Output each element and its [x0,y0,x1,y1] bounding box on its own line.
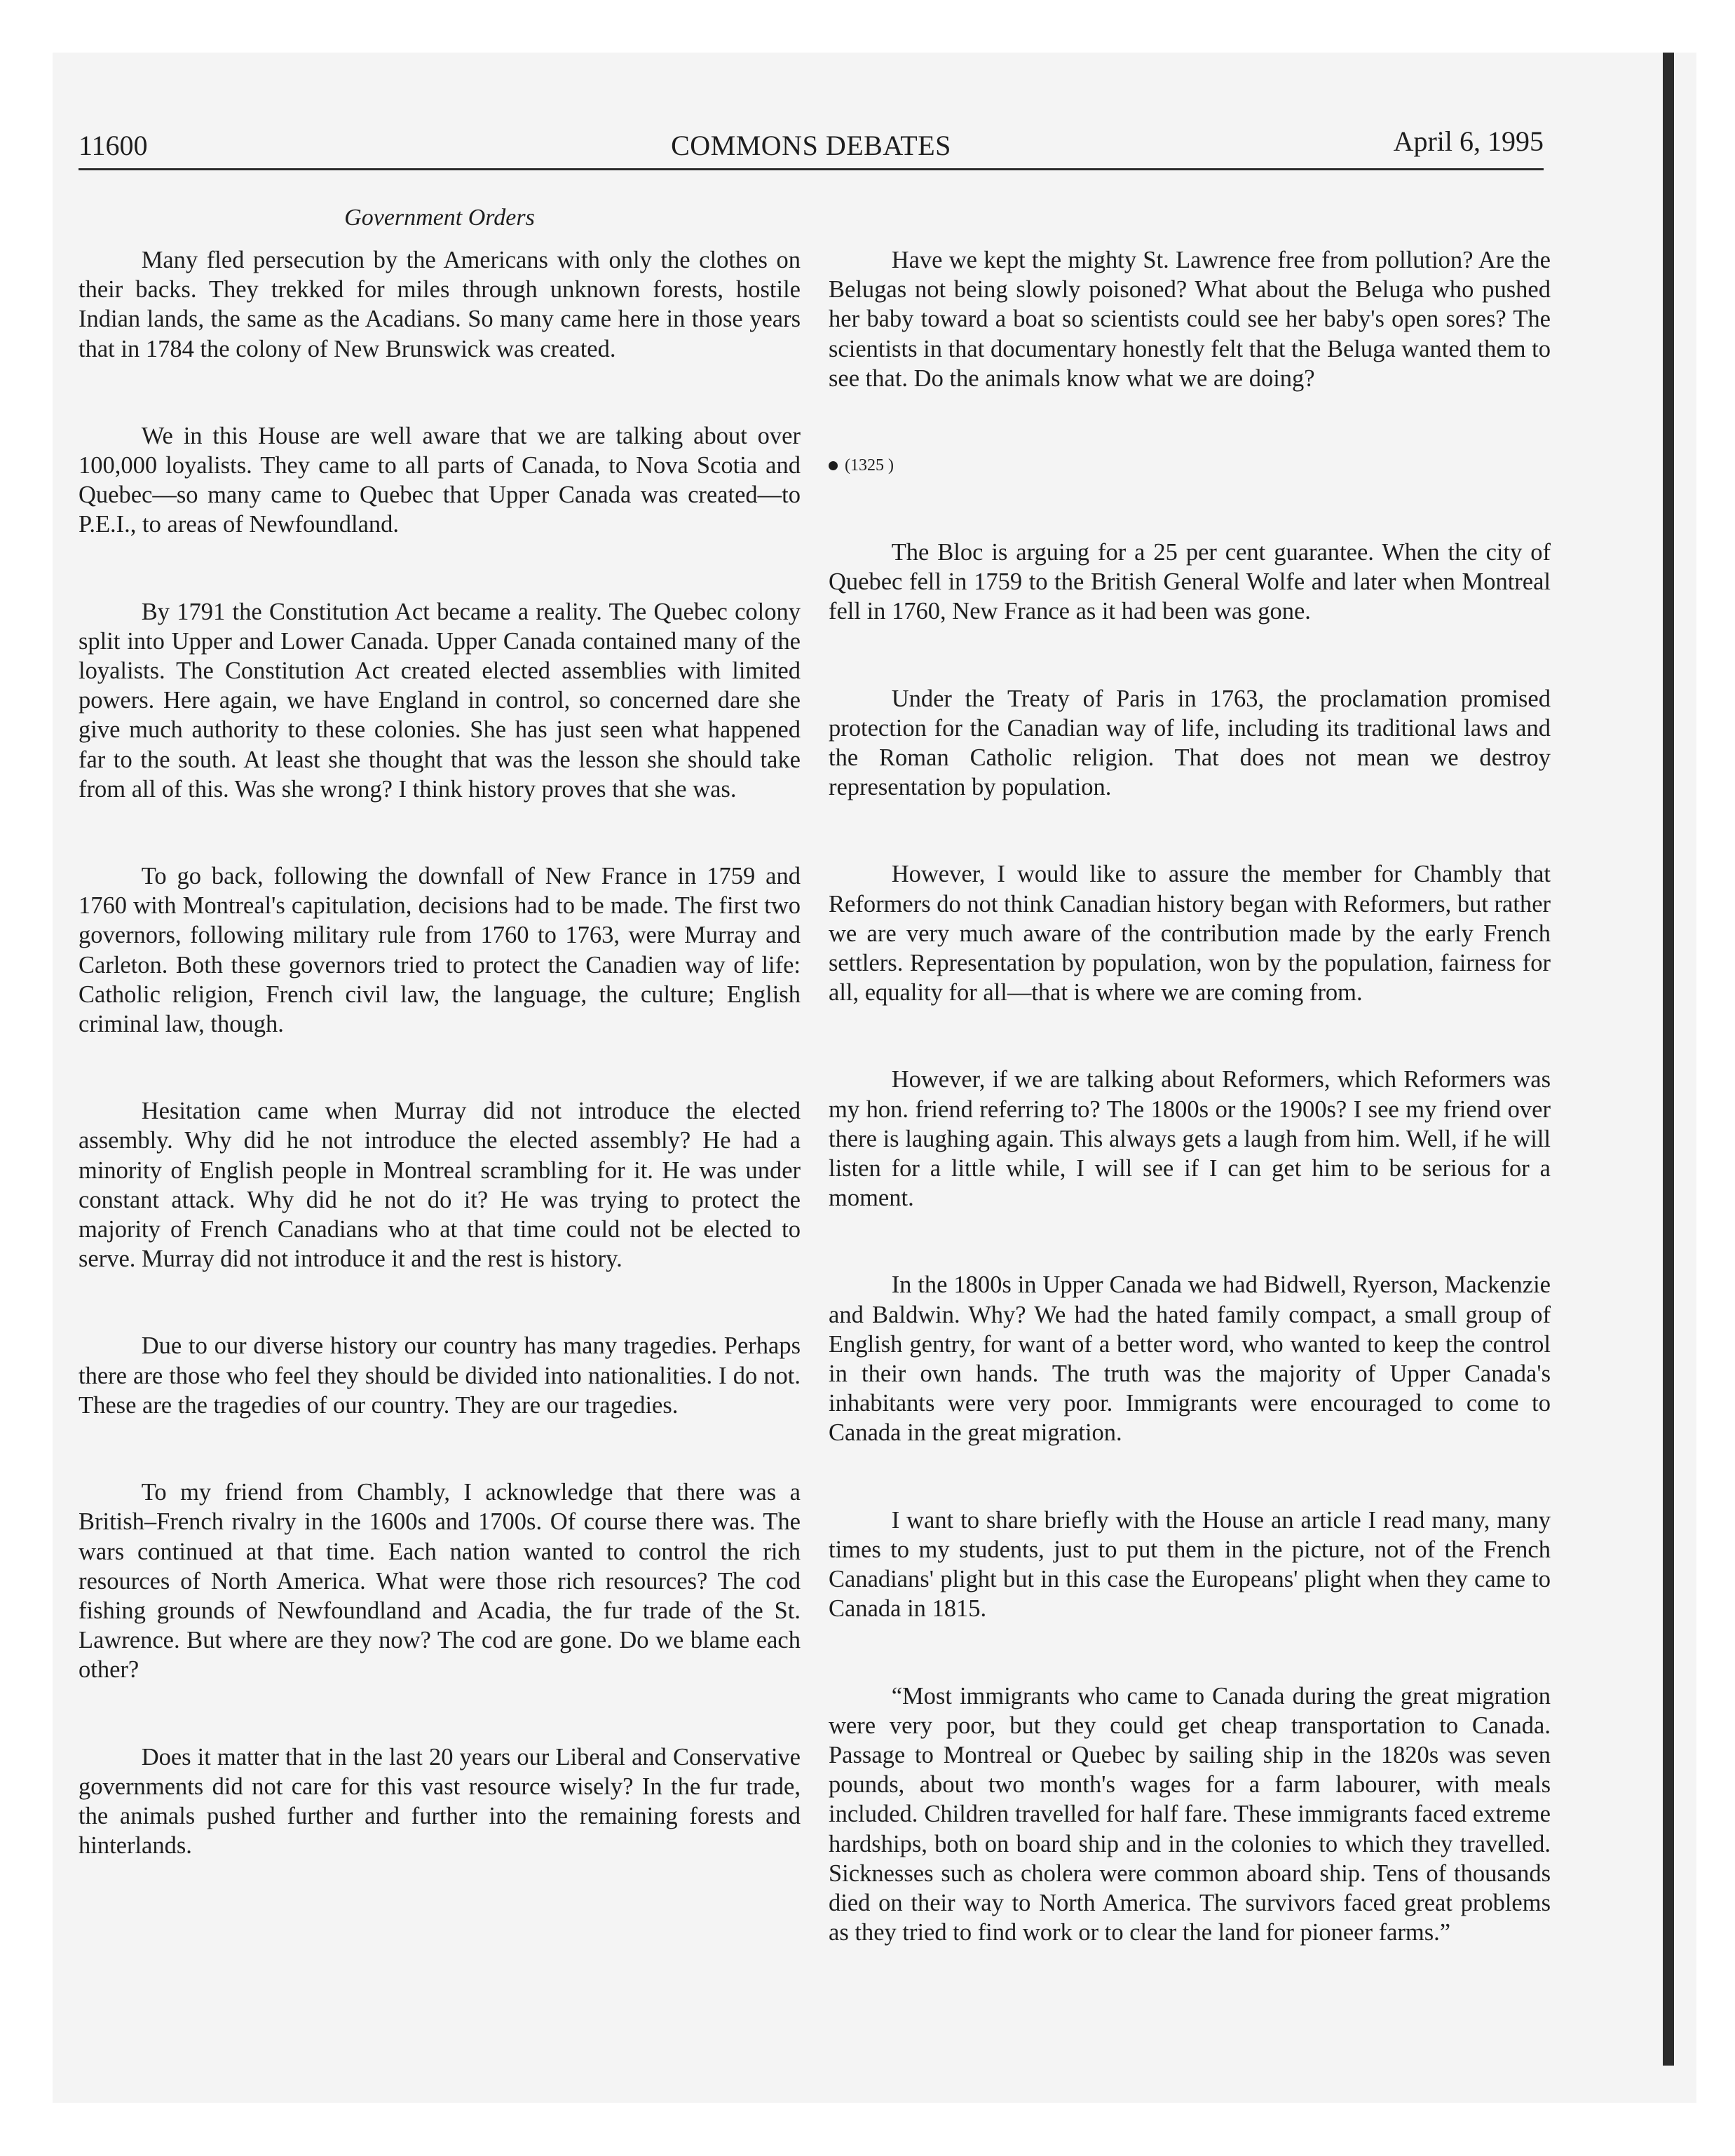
left-column [79,245,801,1918]
paragraph: Due to our diverse history our country has many tragedies. Perhaps there are those who feel they should be divided into nationalities. I do not. These are the tragedies of our country. They are our tragedies. [79,1332,801,1419]
paragraph: “Most immigrants who came to Canada during the great migration were very poor, but they could get cheap transportation to Canada. Passage to Montreal or Quebec by sailing ship in the 1820s was seven pounds, about two month's wages for a farm labourer, with meals included. Children travelled for half fare. These immigrants faced extreme hardships, both on board ship and in the colonies to which they travelled. Sicknesses such as cholera were common aboard ship. Tens of thousands died on their way to North America. The survivors faced great problems as they tried to find work or to clear the land for pioneer farms.” [829,1682,1551,1946]
section-title: Government Orders [344,205,535,231]
bullet-icon [829,461,838,470]
paragraph: In the 1800s in Upper Canada we had Bidwell, Ryerson, Mackenzie and Baldwin. Why? We had the hated family compact, a small group of English gentry, for want of a better word, who wanted to keep the control in their own hands. The truth was the majority of Upper Canada's inhabitants were very poor. Immigrants were encouraged to come to Canada in the great migration. [829,1271,1551,1447]
paragraph: The Bloc is arguing for a 25 per cent guarantee. When the city of Quebec fell in 1759 to the British General Wolfe and later when Montreal fell in 1760, New France as it had been was gone. [829,539,1551,625]
paragraph: However, if we are talking about Reformers, which Reformers was my hon. friend referring to? The 1800s or the 1900s? I see my friend over there is laughing again. This always gets a laugh from him. Well, if he will listen for a little while, I will see if I can get him to be serious for a moment. [829,1066,1551,1212]
paragraph: Hesitation came when Murray did not introduce the elected assembly. Why did he not introduce the elected assembly? He had a minority of English people in Montreal scrambling for it. He was under constant attack. Why did he not do it? He was trying to protect the majority of French Canadians who at that time could not be elected to serve. Murray did not introduce it and the rest is history. [79,1098,801,1273]
paragraph: I want to share briefly with the House an article I read many, many times to my students, just to put them in the picture, not of the French Canadians' plight but in this case the Europeans' plight when they came to Canada in 1815. [829,1506,1551,1623]
publication-title: COMMONS DEBATES [671,130,951,161]
scan-edge-bar [1663,53,1674,2066]
right-column [829,245,1551,2005]
paragraph: However, I would like to assure the member for Chambly that Reformers do not think Canadian history began with Reformers, but rather we are very much aware of the contribution made by the early French settlers. Representation by population, won by the population, fairness for all, equality for all—that is where we are coming from. [829,861,1551,1007]
paragraph: To go back, following the downfall of New France in 1759 and 1760 with Montreal's capitulation, decisions had to be made. The first two governors, following military rule from 1760 to 1763, were Murray and Carleton. Both these governors tried to protect the Canadien way of life: Catholic religion, French civil law, the language, the culture; English criminal law, though. [79,863,801,1038]
paragraph: Under the Treaty of Paris in 1763, the proclamation promised protection for the Canadian way of life, including its traditional laws and the Roman Catholic religion. That does not mean we destroy representation by population. [829,685,1551,801]
paragraph: Have we kept the mighty St. Lawrence free from pollution? Are the Belugas not being slowly poisoned? What about the Beluga who pushed her baby toward a boat so scientists could see her baby's open sores? The scientists in that documentary honestly felt that the Beluga wanted them to see that. Do the animals know what we are doing? [829,247,1551,392]
page-number: 11600 [79,130,148,161]
paragraph: Does it matter that in the last 20 years our Liberal and Conservative governments did not care for this vast resource wisely? In the fur trade, the animals pushed further and further into the remaining forests and hinterlands. [79,1743,801,1860]
paragraph: Many fled persecution by the Americans with only the clothes on their backs. They trekked for miles through unknown forests, hostile Indian lands, the same as the Acadians. So many came here in those years that in 1784 the colony of New Brunswick was created. [79,247,801,362]
header-rule [79,168,1544,170]
paragraph: To my friend from Chambly, I acknowledge that there was a British–French rivalry in the 1600s and 1700s. Of course there was. The wars continued at that time. Each nation wanted to control the rich resources of North America. What were those rich resources? The cod fishing grounds of Newfoundland and Acadia, the fur trade of the St. Lawrence. But where are they now? The cod are gone. Do we blame each other? [79,1479,801,1684]
time-marker-text: (1325 ) [845,456,894,475]
paragraph: We in this House are well aware that we are talking about over 100,000 loyalists. They came to all parts of Canada, to Nova Scotia and Quebec—so many came to Quebec that Upper Canada was created—to P.E.I., to areas of Newfoundland. [79,422,801,538]
page-header [79,125,1544,164]
publication-date: April 6, 1995 [1393,125,1544,157]
time-marker [829,451,1551,480]
paragraph: By 1791 the Constitution Act became a reality. The Quebec colony split into Upper and Lower Canada. Upper Canada contained many of the loyalists. The Constitution Act created elected assemblies with limited powers. Here again, we have England in control, so concerned dare she give much authority to these colonies. She has just seen what happened far to the south. At least she thought that was the lesson she should take from all of this. Was she wrong? I think history proves that she was. [79,598,801,803]
